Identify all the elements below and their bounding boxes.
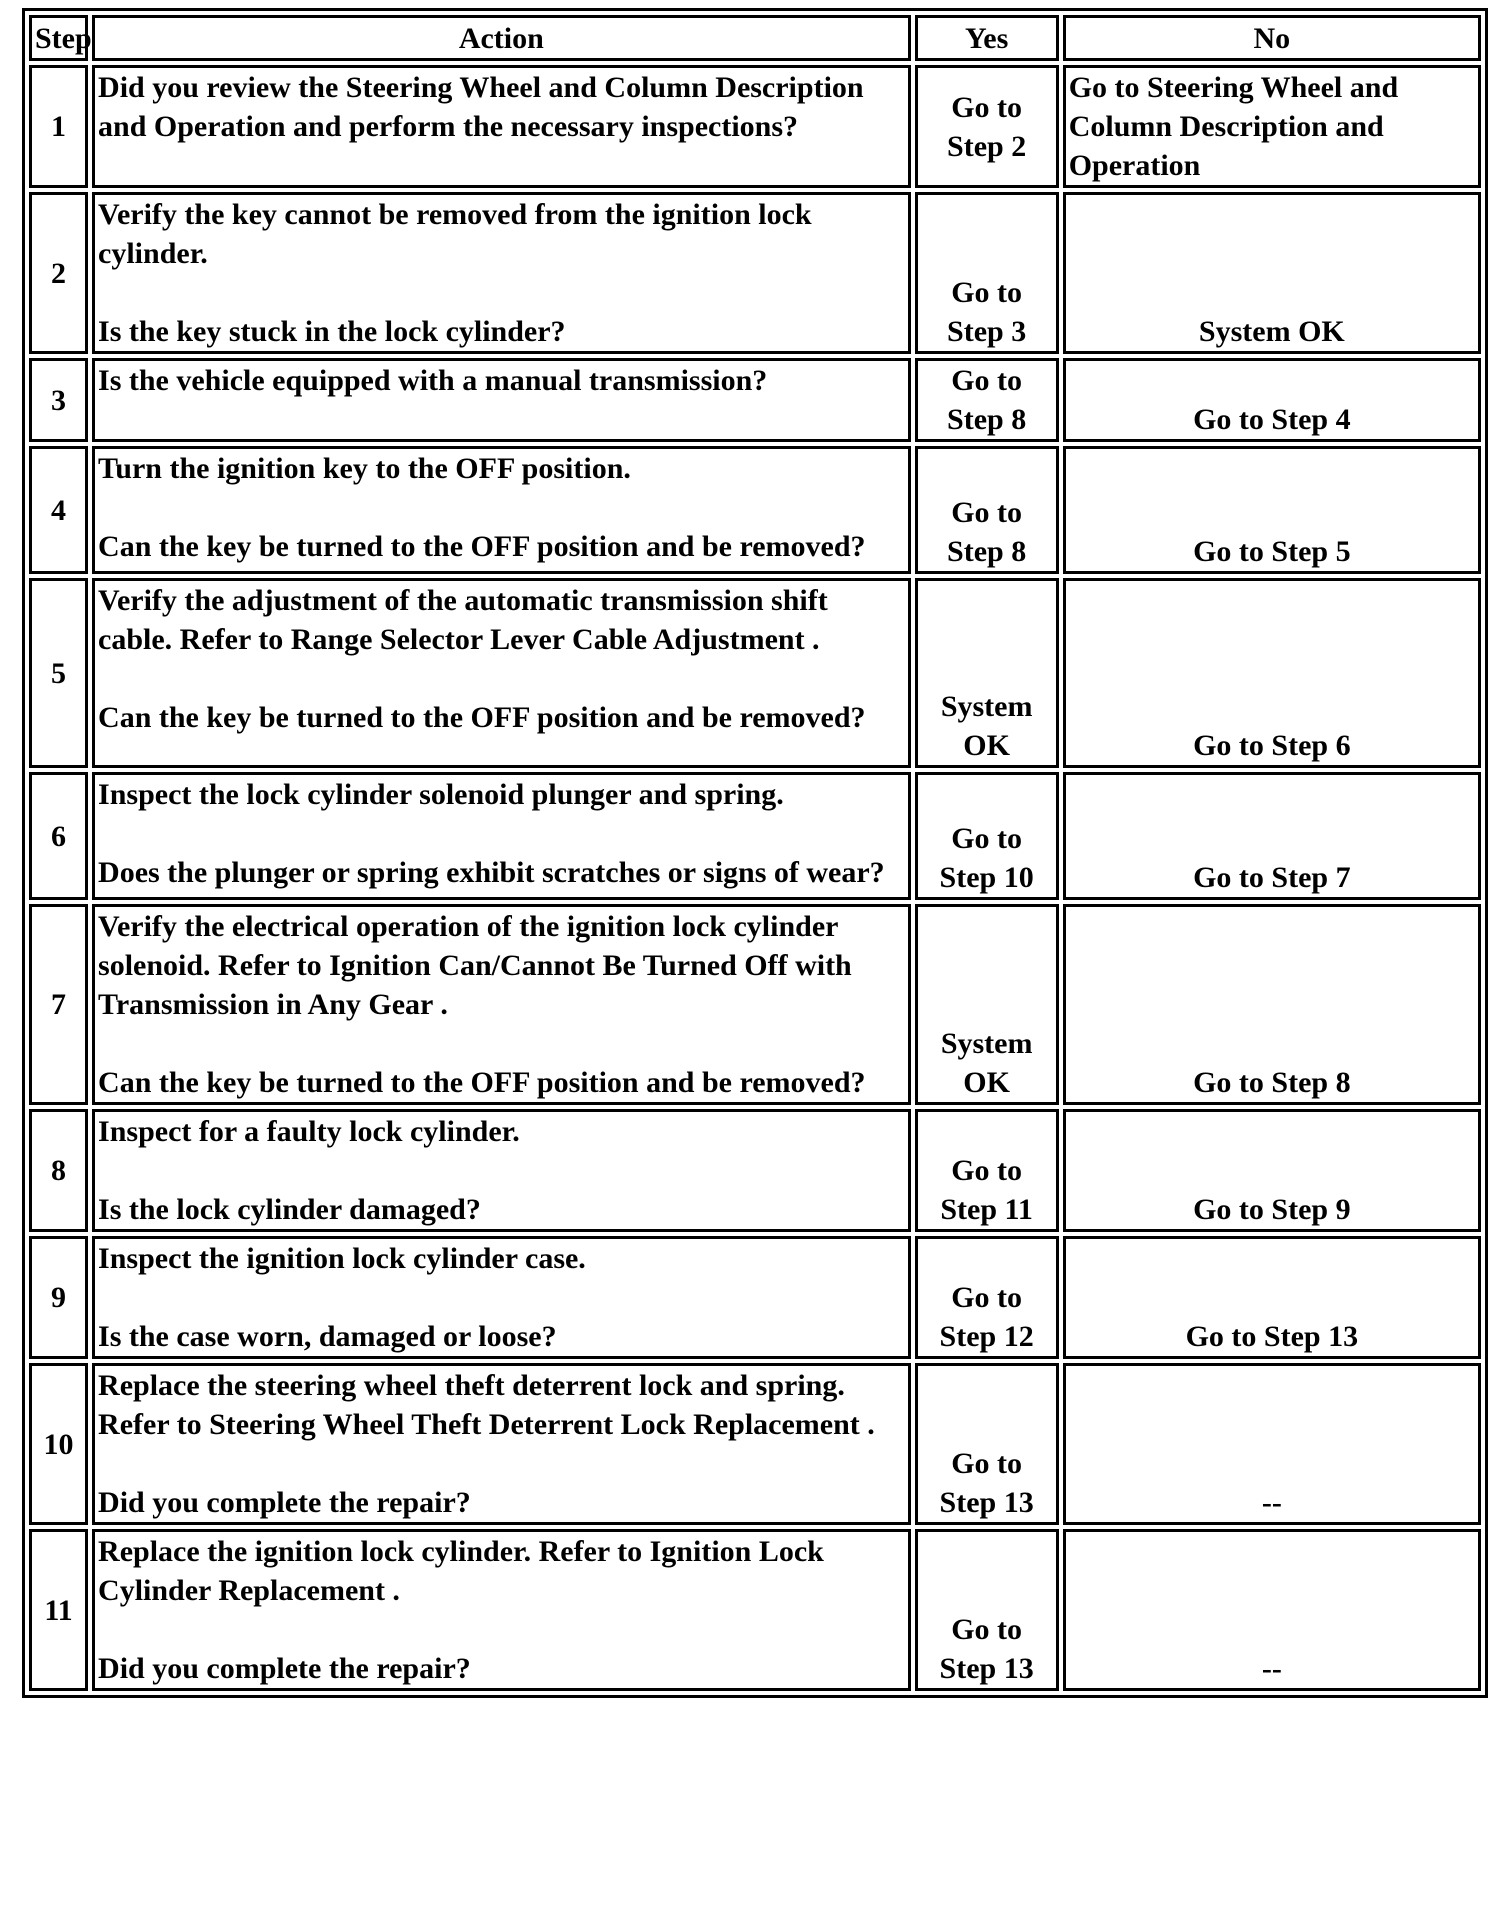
table-row — [29, 904, 1481, 1105]
action-text: Turn the ignition key to the OFF position. — [98, 452, 631, 485]
yes-result: Go to Step 13 — [915, 1363, 1059, 1525]
step-number: 11 — [29, 1529, 88, 1691]
action-cell — [92, 358, 911, 442]
action-question: Can the key be turned to the OFF position and be removed? — [98, 530, 866, 563]
table-row — [29, 358, 1481, 442]
step-number: 8 — [29, 1109, 88, 1232]
no-result: Go to Step 13 — [1063, 1236, 1481, 1359]
table-row — [29, 772, 1481, 900]
yes-result: Go to Step 13 — [915, 1529, 1059, 1691]
paragraph-gap — [98, 488, 905, 527]
yes-result: System OK — [915, 578, 1059, 768]
table-row — [29, 192, 1481, 354]
action-question: Is the key stuck in the lock cylinder? — [98, 315, 566, 348]
step-number: 3 — [29, 358, 88, 442]
no-result: Go to Steering Wheel and Column Description and Operation — [1063, 65, 1481, 188]
step-number: 4 — [29, 446, 88, 574]
no-result: Go to Step 7 — [1063, 772, 1481, 900]
action-text: Verify the electrical operation of the ignition lock cylinder solenoid. Refer to Ignition Can/Cannot Be Turned Off with Transmission in Any Gear . — [98, 910, 852, 1021]
paragraph-gap — [98, 273, 905, 312]
table-row — [29, 1236, 1481, 1359]
step-number: 2 — [29, 192, 88, 354]
table-row — [29, 65, 1481, 188]
no-result: -- — [1063, 1363, 1481, 1525]
action-text: Is the vehicle equipped with a manual transmission? — [98, 364, 768, 397]
no-result: Go to Step 8 — [1063, 904, 1481, 1105]
action-cell — [92, 192, 911, 354]
action-question: Can the key be turned to the OFF position and be removed? — [98, 701, 866, 734]
action-cell — [92, 904, 911, 1105]
action-question: Did you complete the repair? — [98, 1652, 471, 1685]
action-text: Verify the key cannot be removed from the ignition lock cylinder. — [98, 198, 812, 270]
paragraph-gap — [98, 1151, 905, 1190]
action-cell — [92, 1363, 911, 1525]
action-cell — [92, 65, 911, 188]
yes-result: Go to Step 12 — [915, 1236, 1059, 1359]
action-question: Is the case worn, damaged or loose? — [98, 1320, 557, 1353]
action-text: Did you review the Steering Wheel and Column Description and Operation and perform the necessary inspections? — [98, 71, 864, 143]
table-row — [29, 578, 1481, 768]
no-result: System OK — [1063, 192, 1481, 354]
header-yes: Yes — [915, 15, 1059, 61]
step-number: 9 — [29, 1236, 88, 1359]
no-result: -- — [1063, 1529, 1481, 1691]
yes-result: Go to Step 10 — [915, 772, 1059, 900]
step-number: 10 — [29, 1363, 88, 1525]
action-cell — [92, 772, 911, 900]
action-cell — [92, 1109, 911, 1232]
table-row — [29, 446, 1481, 574]
no-result: Go to Step 6 — [1063, 578, 1481, 768]
no-result: Go to Step 9 — [1063, 1109, 1481, 1232]
step-number: 7 — [29, 904, 88, 1105]
action-text: Inspect the ignition lock cylinder case. — [98, 1242, 586, 1275]
diagnostic-table — [22, 8, 1488, 1698]
action-cell — [92, 1529, 911, 1691]
action-text: Replace the steering wheel theft deterrent lock and spring. Refer to Steering Wheel Theft Deterrent Lock Replacement . — [98, 1369, 875, 1441]
no-result: Go to Step 4 — [1063, 358, 1481, 442]
action-text: Replace the ignition lock cylinder. Refer to Ignition Lock Cylinder Replacement . — [98, 1535, 824, 1607]
paragraph-gap — [98, 1024, 905, 1063]
action-cell — [92, 446, 911, 574]
action-question: Did you complete the repair? — [98, 1486, 471, 1519]
header-step: Step — [29, 15, 88, 61]
step-number: 1 — [29, 65, 88, 188]
table-header-row — [29, 15, 1481, 61]
yes-result: Go to Step 8 — [915, 358, 1059, 442]
step-number: 6 — [29, 772, 88, 900]
action-question: Does the plunger or spring exhibit scratches or signs of wear? — [98, 856, 885, 889]
paragraph-gap — [98, 1610, 905, 1649]
step-number: 5 — [29, 578, 88, 768]
action-text: Inspect for a faulty lock cylinder. — [98, 1115, 520, 1148]
paragraph-gap — [98, 1278, 905, 1317]
yes-result: Go to Step 3 — [915, 192, 1059, 354]
yes-result: System OK — [915, 904, 1059, 1105]
action-question: Can the key be turned to the OFF position and be removed? — [98, 1066, 866, 1099]
table-row — [29, 1363, 1481, 1525]
diagnostic-table-container — [22, 8, 1488, 1698]
header-no: No — [1063, 15, 1481, 61]
action-cell — [92, 1236, 911, 1359]
action-text: Verify the adjustment of the automatic transmission shift cable. Refer to Range Selector Lever Cable Adjustment . — [98, 584, 828, 656]
yes-result: Go to Step 2 — [915, 65, 1059, 188]
yes-result: Go to Step 8 — [915, 446, 1059, 574]
table-row — [29, 1529, 1481, 1691]
action-cell — [92, 578, 911, 768]
paragraph-gap — [98, 814, 905, 853]
header-action: Action — [92, 15, 911, 61]
paragraph-gap — [98, 1444, 905, 1483]
table-row — [29, 1109, 1481, 1232]
action-text: Inspect the lock cylinder solenoid plunger and spring. — [98, 778, 784, 811]
action-question: Is the lock cylinder damaged? — [98, 1193, 481, 1226]
yes-result: Go to Step 11 — [915, 1109, 1059, 1232]
no-result: Go to Step 5 — [1063, 446, 1481, 574]
paragraph-gap — [98, 659, 905, 698]
